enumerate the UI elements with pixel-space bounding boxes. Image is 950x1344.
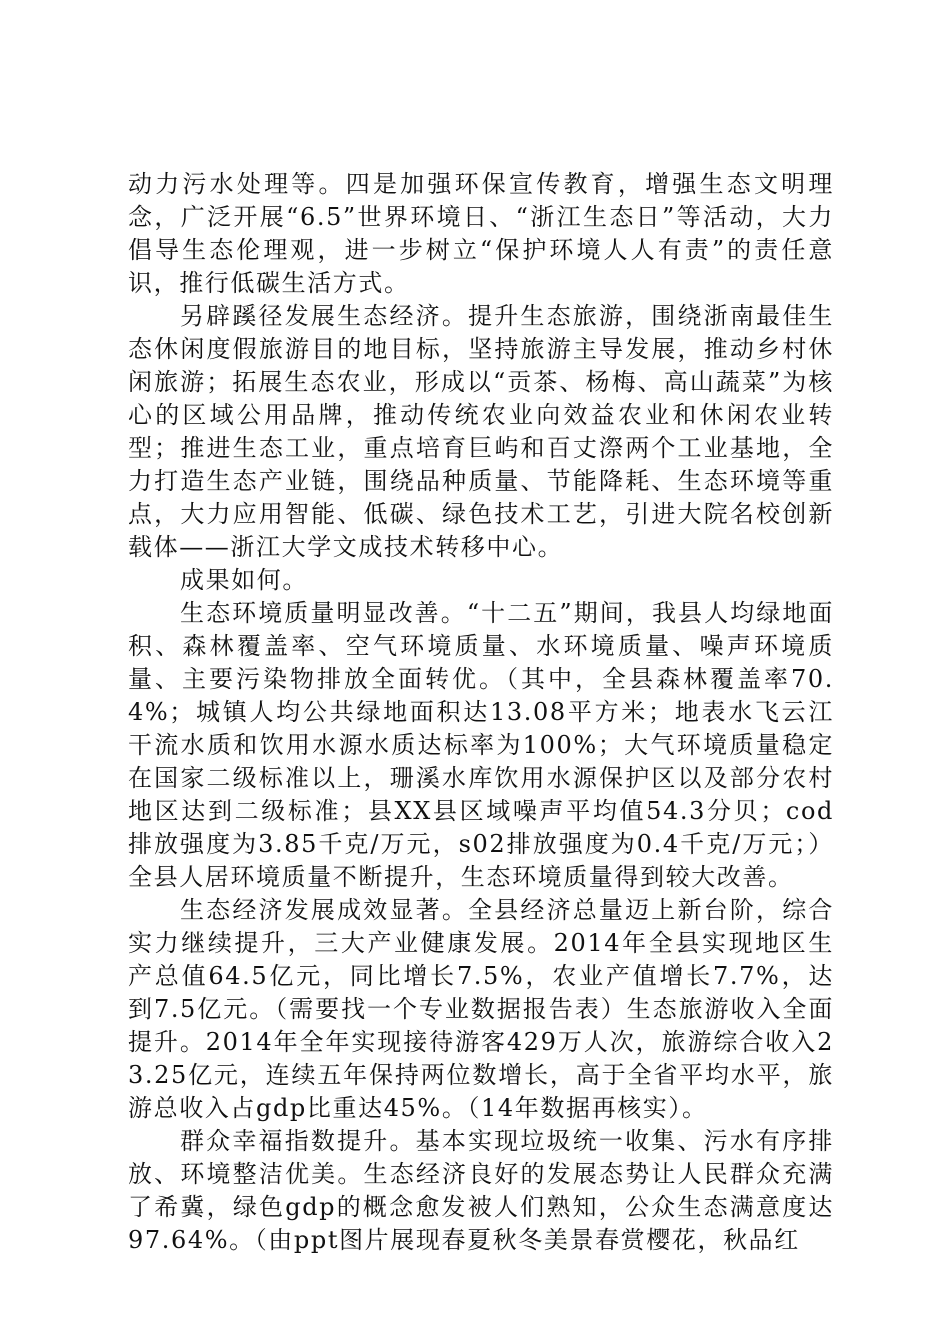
paragraph-4: 生态环境质量明显改善。“十二五”期间，我县人均绿地面积、森林覆盖率、空气环境质量、水环境质量、噪声环境质量、主要污染物排放全面转优。（其中，全县森林覆盖率70.4%；城镇人均公共绿地面积达13.08平方米；地表水飞云江干流水质和饮用水源水质达标率为100%；大气环境质量稳定在国家二级标准以上，珊溪水库饮用水源保护区以及部分农村地区达到二级标准；县XX县区域噪声平均值54.3分贝；cod排放强度为3.85千克/万元，s02排放强度为0.4千克/万元；）全县人居环境质量不断提升，生态环境质量得到较大改善。 (128, 599, 834, 891)
paragraph-3: 成果如何。 (180, 566, 308, 594)
document-body (128, 168, 834, 1257)
paragraph-2: 另辟蹊径发展生态经济。提升生态旅游，围绕浙南最佳生态休闲度假旅游目的地目标，坚持旅游主导发展，推动乡村休闲旅游；拓展生态农业，形成以“贡茶、杨梅、高山蔬菜”为核心的区域公用品牌，推动传统农业向效益农业和休闲农业转型；推进生态工业，重点培育巨屿和百丈漈两个工业基地，全力打造生态产业链，围绕品种质量、节能降耗、生态环境等重点，大力应用智能、低碳、绿色技术工艺，引进大院名校创新载体——浙江大学文成技术转移中心。 (128, 302, 834, 561)
paragraph-5: 生态经济发展成效显著。全县经济总量迈上新台阶，综合实力继续提升，三大产业健康发展。2014年全县实现地区生产总值64.5亿元，同比增长7.5%，农业产值增长7.7%，达到7.5亿元。（需要找一个专业数据报告表）生态旅游收入全面提升。2014年全年实现接待游客429万人次，旅游综合收入23.25亿元，连续五年保持两位数增长，高于全省平均水平，旅游总收入占gdp比重达45%。（14年数据再核实）。 (128, 896, 834, 1122)
paragraph-1: 动力污水处理等。四是加强环保宣传教育，增强生态文明理念，广泛开展“6.5”世界环境日、“浙江生态日”等活动，大力倡导生态伦理观，进一步树立“保护环境人人有责”的责任意识，推行低碳生活方式。 (128, 170, 834, 297)
paragraph-6: 群众幸福指数提升。基本实现垃圾统一收集、污水有序排放、环境整洁优美。生态经济良好的发展态势让人民群众充满了希冀，绿色gdp的概念愈发被人们熟知，公众生态满意度达97.64%。（由ppt图片展现春夏秋冬美景春赏樱花，秋品红 (128, 1127, 834, 1254)
